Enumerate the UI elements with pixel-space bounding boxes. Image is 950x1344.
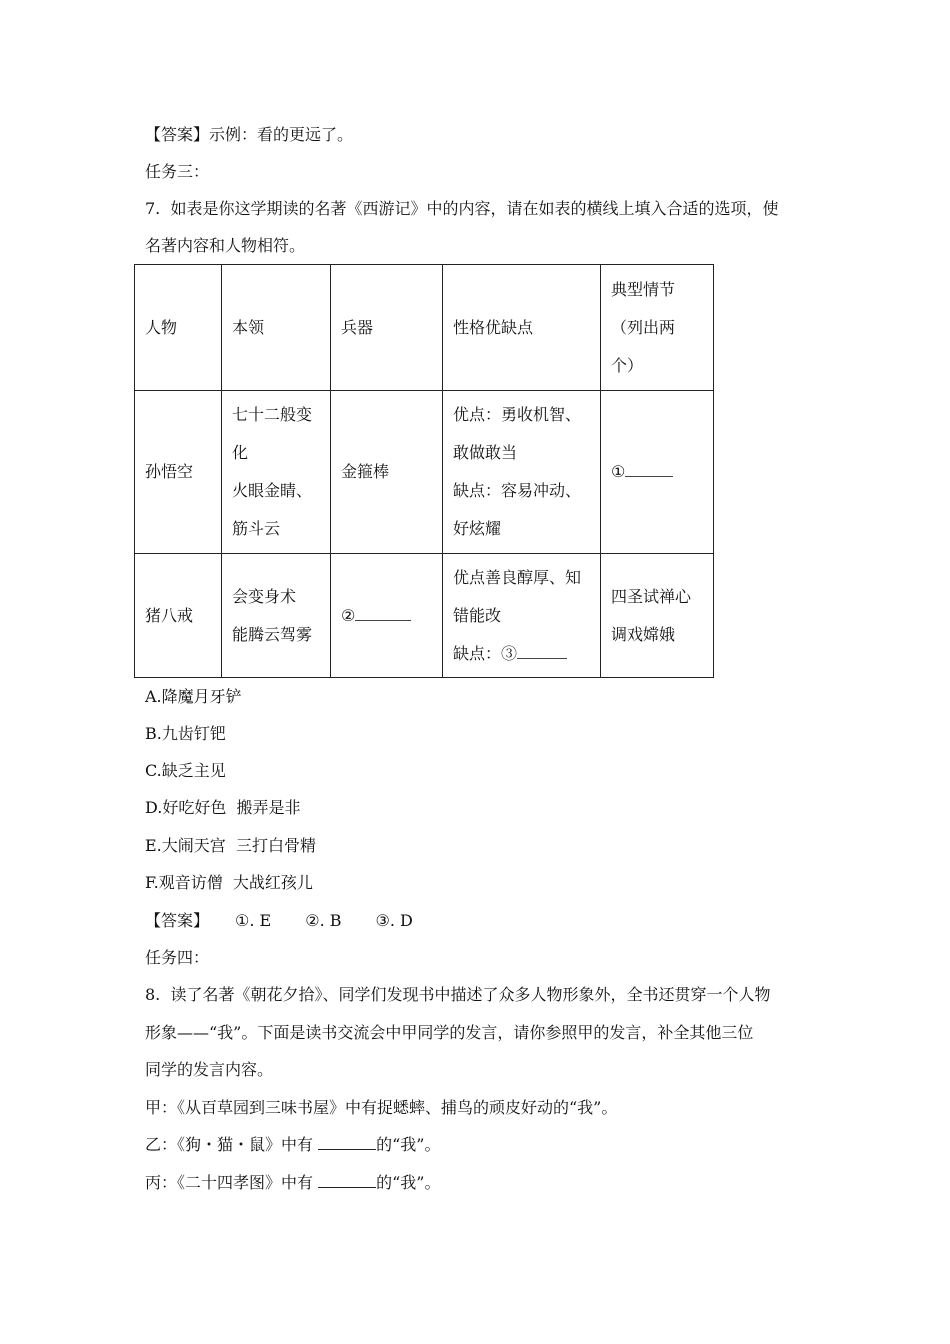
task3-title: 任务三： bbox=[145, 162, 210, 181]
option-c: C.缺乏主见 bbox=[145, 761, 226, 780]
task4-title: 任务四： bbox=[145, 948, 210, 967]
journey-west-table bbox=[134, 264, 714, 678]
blank-2-marker: ② bbox=[341, 605, 356, 625]
row2-personality bbox=[443, 554, 601, 678]
statement-jia: 甲：《从百草园到三味书屋》中有捉蟋蟀、捕鸟的顽皮好动的“我”。 bbox=[145, 1098, 618, 1117]
row1-skill bbox=[222, 391, 331, 554]
row1-personality-line3: 缺点：容易冲动、 bbox=[453, 481, 582, 500]
statement-yi-blank bbox=[318, 1135, 376, 1150]
row1-skill-line1: 七十二般变 bbox=[232, 405, 313, 424]
row1-skill-line2: 化 bbox=[232, 443, 249, 462]
question-8-number: 8. bbox=[145, 985, 161, 1004]
row2-skill bbox=[222, 554, 331, 678]
row2-plot-line2: 调戏嫦娥 bbox=[611, 624, 676, 644]
header-personality: 性格优缺点 bbox=[443, 265, 601, 391]
header-plot-line3: 个） bbox=[611, 355, 644, 375]
option-d: D.好吃好色 搬弄是非 bbox=[145, 798, 301, 817]
question-7-number: 7. bbox=[145, 199, 161, 218]
statement-bing-prefix: 丙：《二十四孝图》中有 bbox=[145, 1173, 319, 1192]
question-7-line1 bbox=[145, 199, 778, 219]
statement-bing bbox=[145, 1173, 440, 1193]
option-a: A.降魔月牙铲 bbox=[145, 687, 242, 706]
row2-plot-line1: 四圣试禅心 bbox=[611, 586, 692, 606]
option-f: F.观音访僧 大战红孩儿 bbox=[145, 873, 313, 892]
table-header-row bbox=[135, 265, 714, 391]
row2-weapon bbox=[331, 554, 443, 678]
header-weapon: 兵器 bbox=[331, 265, 443, 391]
statement-bing-blank bbox=[318, 1173, 376, 1188]
statement-yi bbox=[145, 1135, 440, 1155]
statement-yi-prefix: 乙：《狗・猫・鼠》中有 bbox=[145, 1135, 319, 1154]
header-character: 人物 bbox=[135, 265, 222, 391]
blank-1-line bbox=[625, 462, 673, 477]
row2-plot bbox=[601, 554, 714, 678]
row1-weapon: 金箍棒 bbox=[331, 391, 443, 554]
row1-personality-line2: 敢做敢当 bbox=[453, 443, 518, 462]
row2-skill-line1: 会变身术 bbox=[232, 586, 297, 606]
blank-3-label: 缺点：③ bbox=[453, 643, 518, 663]
row2-personality-line2: 错能改 bbox=[453, 605, 502, 625]
row2-character: 猪八戒 bbox=[135, 554, 222, 678]
row1-character: 孙悟空 bbox=[135, 391, 222, 554]
option-b: B.九齿钉钯 bbox=[145, 724, 226, 743]
table-row-zhu-bajie bbox=[135, 554, 714, 678]
row1-personality bbox=[443, 391, 601, 554]
answer-label: 【答案】 bbox=[145, 125, 210, 144]
row1-skill-line4: 筋斗云 bbox=[232, 519, 281, 538]
blank-2-line bbox=[355, 606, 411, 621]
question-8-line1 bbox=[145, 985, 770, 1005]
row2-personality-line1: 优点善良醇厚、知 bbox=[453, 567, 582, 587]
answer-7-label: 【答案】 bbox=[145, 911, 210, 930]
blank-1-marker: ① bbox=[611, 462, 626, 481]
answer-previous bbox=[145, 125, 353, 145]
blank-3-line bbox=[517, 644, 567, 659]
question-8-text-1: 读了名著《朝花夕拾》、同学们发现书中描述了众多人物形象外，全书还贯穿一个人物 bbox=[170, 985, 771, 1004]
table-row-sun-wukong bbox=[135, 391, 714, 554]
header-plot bbox=[601, 265, 714, 391]
statement-bing-suffix: 的“我”。 bbox=[376, 1173, 441, 1192]
row1-personality-line1: 优点：勇收机智、 bbox=[453, 405, 582, 424]
question-7-text-1: 如表是你这学期读的名著《西游记》中的内容，请在如表的横线上填入合适的选项，使 bbox=[170, 199, 779, 218]
answer-text: 示例：看的更远了。 bbox=[209, 125, 354, 144]
answer-7-item-2: ②. B bbox=[305, 911, 342, 930]
answer-7 bbox=[145, 911, 413, 931]
question-8-line2: 形象——“我”。下面是读书交流会中甲同学的发言，请你参照甲的发言，补全其他三位 bbox=[145, 1023, 754, 1042]
option-e: E.大闹天宫 三打白骨精 bbox=[145, 836, 316, 855]
row1-plot bbox=[601, 391, 714, 554]
statement-yi-suffix: 的“我”。 bbox=[376, 1135, 441, 1154]
row1-personality-line4: 好炫耀 bbox=[453, 519, 502, 538]
question-7-line2: 名著内容和人物相符。 bbox=[145, 236, 306, 255]
answer-7-item-1: ①. E bbox=[235, 911, 272, 930]
header-plot-line1: 典型情节 bbox=[611, 279, 676, 299]
answer-7-item-3: ③. D bbox=[375, 911, 413, 930]
row2-personality-line3 bbox=[453, 635, 600, 673]
row2-skill-line2: 能腾云驾雾 bbox=[232, 624, 313, 644]
row1-skill-line3: 火眼金睛、 bbox=[232, 481, 313, 500]
header-skill: 本领 bbox=[222, 265, 331, 391]
question-8-line3: 同学的发言内容。 bbox=[145, 1060, 274, 1079]
header-plot-line2: （列出两 bbox=[611, 317, 676, 337]
